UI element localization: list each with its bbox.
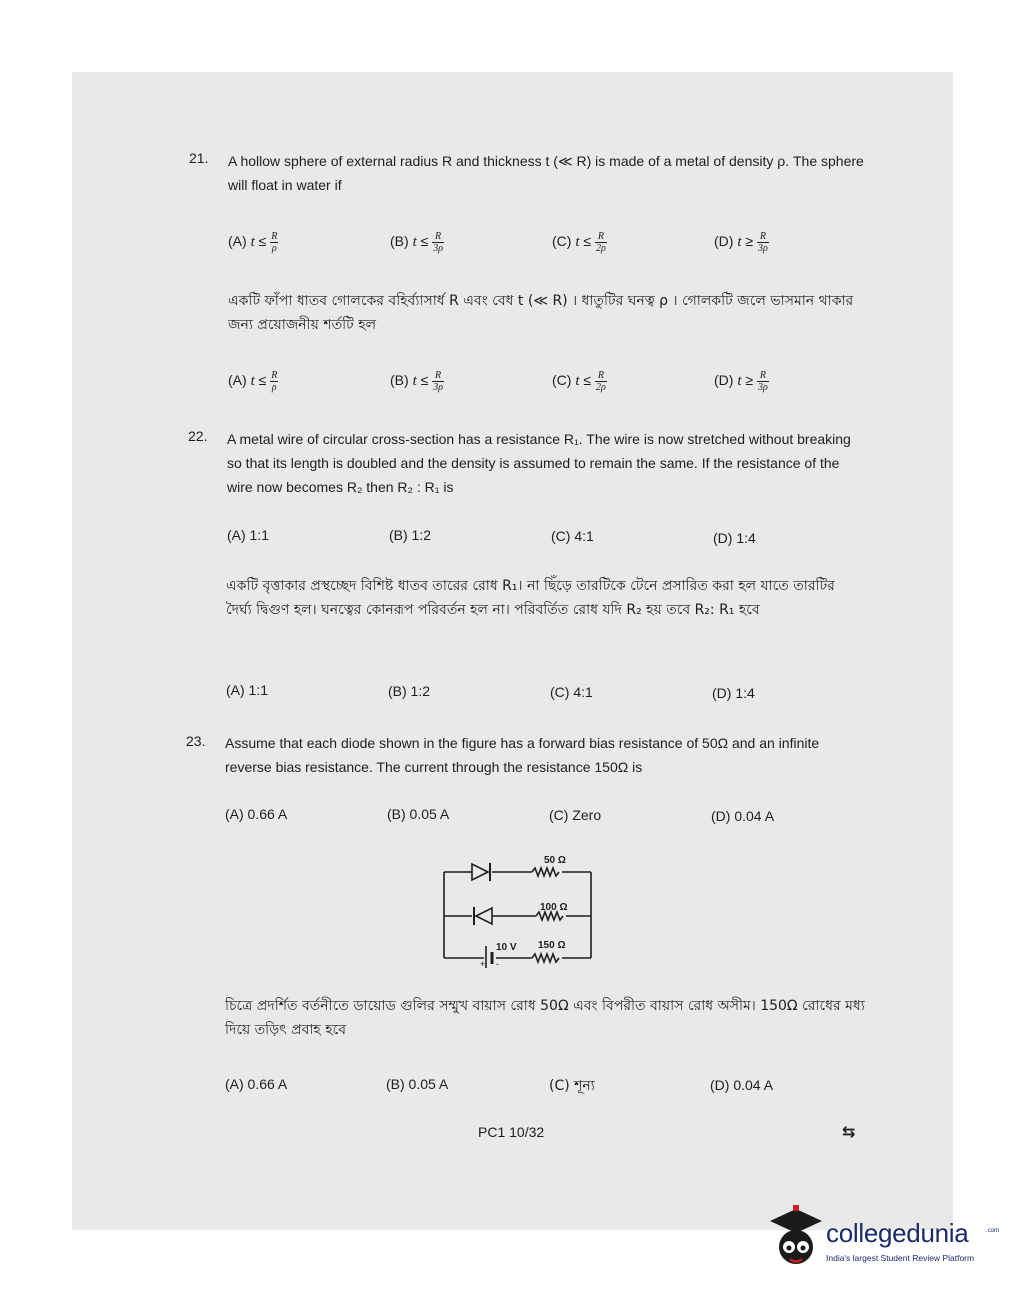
q23-number: 23. bbox=[186, 733, 206, 749]
collegedunia-brand: collegedunia bbox=[826, 1218, 969, 1248]
q23-option-c-bn: (C) শূন্য bbox=[549, 1078, 595, 1094]
q22-text-bn: একটি বৃত্তাকার প্রস্থচ্ছেদ বিশিষ্ট ধাতব তারের রোধ R₁। না ছিঁড়ে তারটিকে টেনে প্রসারিত করা হল যাতে তারটির দৈর্ঘ্য দ্বিগুণ হল। ঘনত্বের কোনরূপ পরিবর্তন হল না। পরিবর্তিত রোধ যদি R₂ হয় তবে R₂: R₁ হবে bbox=[226, 578, 835, 618]
q21-text-en: A hollow sphere of external radius R and thickness t (≪ R) is made of a metal of density ρ. The sphere will float in water if bbox=[228, 153, 864, 193]
svg-text:+: + bbox=[480, 959, 486, 968]
q23-option-b: (B) 0.05 A bbox=[387, 806, 450, 822]
q23-option-c: (C) Zero bbox=[549, 807, 602, 823]
scanned-page bbox=[72, 72, 953, 1230]
swap-arrows-icon: ⇆ bbox=[842, 1124, 856, 1141]
q23-option-b-bn: (B) 0.05 A bbox=[386, 1076, 449, 1092]
resistor-50-label: 50 Ω bbox=[544, 855, 566, 866]
q22-option-c-bn: (C) 4:1 bbox=[550, 684, 593, 700]
q21-option-c: (C) t ≤ $\frac{R}{2\rho}$ bbox=[552, 231, 606, 254]
q23-text-bn: চিত্রে প্রদর্শিত বর্তনীতে ডায়োড গুলির সম্মুখ বায়াস রোধ 50Ω এবং বিপরীত বায়াস রোধ অসীম। 150Ω রোধের মধ্য দিয়ে তড়িৎ প্রবাহ হবে bbox=[225, 998, 865, 1038]
q22-number: 22. bbox=[188, 428, 208, 444]
q21-text-bn: একটি ফাঁপা ধাতব গোলকের বহির্ব্যাসার্ধ R এবং বেধ t (≪ R) । ধাতুটির ঘনত্ব ρ । গোলকটি জলে ভাসমান থাকার জন্য প্রয়োজনীয় শর্তটি হল bbox=[228, 293, 854, 333]
diode-middle-icon bbox=[474, 907, 492, 925]
collegedunia-mascot-icon bbox=[766, 1203, 828, 1275]
q22-option-a-bn: (A) 1:1 bbox=[226, 682, 269, 698]
svg-text:-: - bbox=[496, 959, 499, 968]
q22-option-b-bn: (B) 1:2 bbox=[388, 683, 431, 699]
q22-option-b: (B) 1:2 bbox=[389, 527, 432, 543]
page-code: PC1 10/32 bbox=[478, 1124, 545, 1140]
q21-option-a: (A) t ≤ $\frac{R}{\rho}$ bbox=[228, 231, 278, 254]
q23-option-a-bn: (A) 0.66 A bbox=[225, 1076, 288, 1092]
q21-option-b-bn: (B) t ≤ $\frac{R}{3\rho}$ bbox=[390, 370, 444, 393]
diode-top-icon bbox=[472, 863, 490, 881]
q22-option-d-bn: (D) 1:4 bbox=[712, 685, 755, 701]
q23-option-d: (D) 0.04 A bbox=[711, 808, 775, 824]
collegedunia-tagline: India's largest Student Review Platform bbox=[826, 1253, 975, 1263]
resistor-100-label: 100 Ω bbox=[540, 902, 568, 913]
q23-option-a: (A) 0.66 A bbox=[225, 806, 288, 822]
q23-text-en: Assume that each diode shown in the figure has a forward bias resistance of 50Ω and an infinite reverse bias resistance. The current through the resistance 150Ω is bbox=[225, 735, 820, 775]
q23-option-d-bn: (D) 0.04 A bbox=[710, 1077, 774, 1093]
q21-option-d: (D) t ≥ $\frac{R}{3\rho}$ bbox=[714, 231, 768, 254]
collegedunia-com: .com bbox=[986, 1228, 1000, 1234]
resistor-150-label: 150 Ω bbox=[538, 940, 566, 951]
q22-option-c: (C) 4:1 bbox=[551, 528, 594, 544]
q22-text-en: A metal wire of circular cross-section has a resistance R₁. The wire is now stretched without breaking so that its length is doubled and the density is assumed to remain the same. If the resistance of the wire now becomes R₂ then R₂ : R₁ is bbox=[227, 431, 851, 495]
q21-option-d-bn: (D) t ≥ $\frac{R}{3\rho}$ bbox=[714, 370, 768, 393]
q21-option-c-bn: (C) t ≤ $\frac{R}{2\rho}$ bbox=[552, 370, 606, 393]
battery-label: 10 V bbox=[496, 942, 517, 953]
q21-option-a-bn: (A) t ≤ $\frac{R}{\rho}$ bbox=[228, 370, 278, 393]
q22-option-d: (D) 1:4 bbox=[713, 530, 756, 546]
q21-option-b: (B) t ≤ $\frac{R}{3\rho}$ bbox=[390, 231, 444, 254]
q21-number: 21. bbox=[189, 150, 209, 166]
q22-option-a: (A) 1:1 bbox=[227, 527, 270, 543]
diode-circuit-diagram bbox=[436, 848, 598, 968]
